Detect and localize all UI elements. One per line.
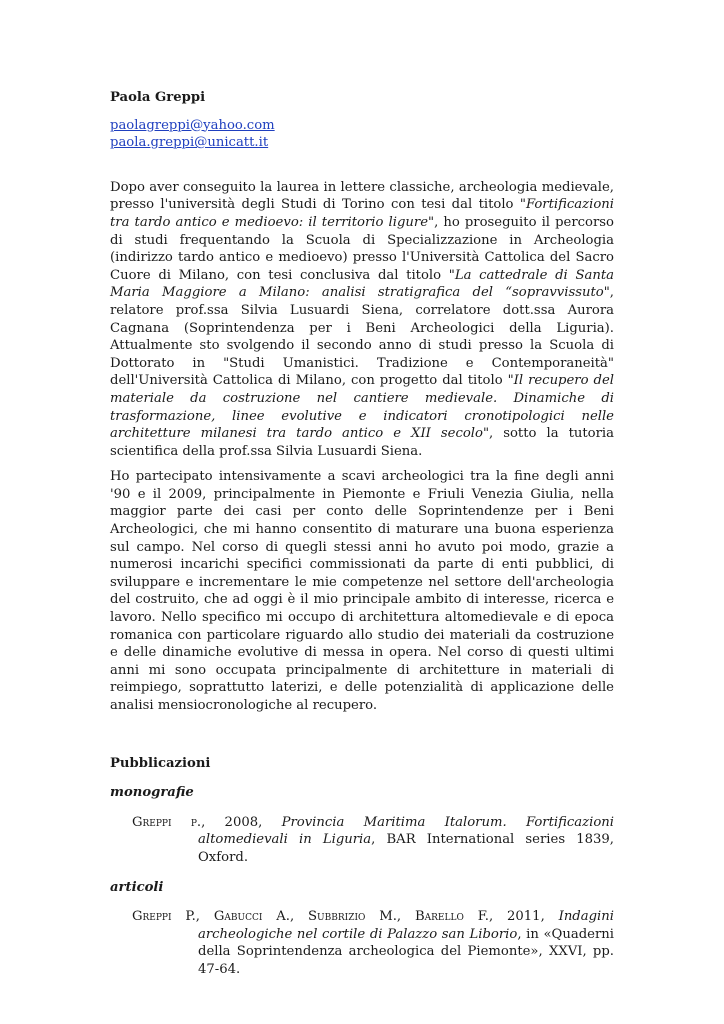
ref-author: Gabucci [213,909,263,925]
ref-text: P., [171,909,214,925]
monografie-heading: monografie [110,785,194,801]
thesis-title-laurea: Fortificazioni tra tardo antico e medioevo: il territorio ligure [110,197,614,230]
bio-text: Dopo aver conseguito la laurea in lettere classiche, archeologia medievale, presso l'università degli Studi di Torino con tesi dal titolo " [110,179,614,213]
ref-text: M., [365,909,415,925]
bio-text: ", relatore prof.ssa Silvia Lusuardi Siena, correlatore dott.ssa Aurora Cagnana (Soprintendenza per i Beni Archeologici della Liguria). Attualmente sto svolgendo il secondo anno di studi presso la Scuola di Dottorato in "Studi Umanistici. Tradizione e Contemporaneità" dell'Università Cattolica di Milano, con progetto dal titolo " [110,285,614,389]
ref-text: , BAR International series 1839, Oxford. [198,832,614,865]
ref-text: ., 2008, [196,814,282,830]
email-link-yahoo[interactable]: paolagreppi@yahoo.com [110,117,275,133]
ref-title: Indagini archeologiche nel cortile di Palazzo san Liborio [198,909,614,942]
articoli-heading: articoli [110,879,164,895]
bio-paragraph-1 [110,179,614,461]
ref-author: Subbrizio [308,909,366,925]
ref-text: A., [262,909,309,925]
email-link-unicatt[interactable]: paola.greppi@unicatt.it [110,135,269,151]
author-name: Paola Greppi [110,90,206,105]
ref-author: Greppi p [132,814,197,830]
publications-heading: Pubblicazioni [110,755,211,771]
email-list [110,117,614,152]
bio-text: ", sotto la tutoria scientifica della prof.ssa Silvia Lusuardi Siena. [110,426,614,459]
bio-text: ", ho proseguito il percorso di studi frequentando la Scuola di Specializzazione in Archeologia (indirizzo tardo antico e medioevo) presso l'Università Cattolica del Sacro Cuore di Milano, con tesi conclusiva dal titolo " [110,214,614,283]
thesis-title-dottorato: Il recupero del materiale da costruzione nel cantiere medievale. Dinamiche di trasformazione, linee evolutive e indicatori cronotipologici nelle architetture milanesi tra tardo antico e XII secolo [110,373,614,442]
ref-title: Provincia Maritima Italorum. Fortificazioni altomedievali in Liguria [198,814,614,848]
ref-author: Barello [414,909,464,925]
reference-monografia-1 [132,814,614,867]
ref-author: Greppi [132,909,172,925]
thesis-title-specializzazione: La cattedrale di Santa Maria Maggiore a Milano: analisi stratigrafica del “sopravvissuto [110,267,614,301]
bio-paragraph-2: Ho partecipato intensivamente a scavi archeologici tra la fine degli anni '90 e il 2009, principalmente in Piemonte e Friuli Venezia Giulia, nella maggior parte dei casi per conto delle Soprintendenze per i Beni Archeologici, che mi hanno consentito di maturare una buona esperienza sul campo. Nel corso di quegli stessi anni ho avuto poi modo, grazie a numerosi incarichi specifici commissionati da parte di enti pubblici, di sviluppare e incrementare le mie competenze nel settore dell'archeologia del costruito, che ad oggi è il mio principale ambito di interesse, ricerca e lavoro. Nello specifico mi occupo di architettura altomedievale e di epoca romanica con particolare riguardo allo studio dei materiali da costruzione e delle dinamiche evolutive di messa in opera. Nel corso di questi ultimi anni mi sono occupata principalmente di architetture in materiali di reimpiego, soprattutto laterizi, e delle potenzialità di applicazione delle analisi mensiocronologiche al recupero. [110,469,614,713]
ref-text: , in «Quaderni della Soprintendenza archeologica del Piemonte», XXVI, pp. 47-64. [198,926,614,977]
ref-text: F., 2011, [463,909,559,925]
spacer [110,723,614,755]
reference-articolo-1 [132,908,614,978]
